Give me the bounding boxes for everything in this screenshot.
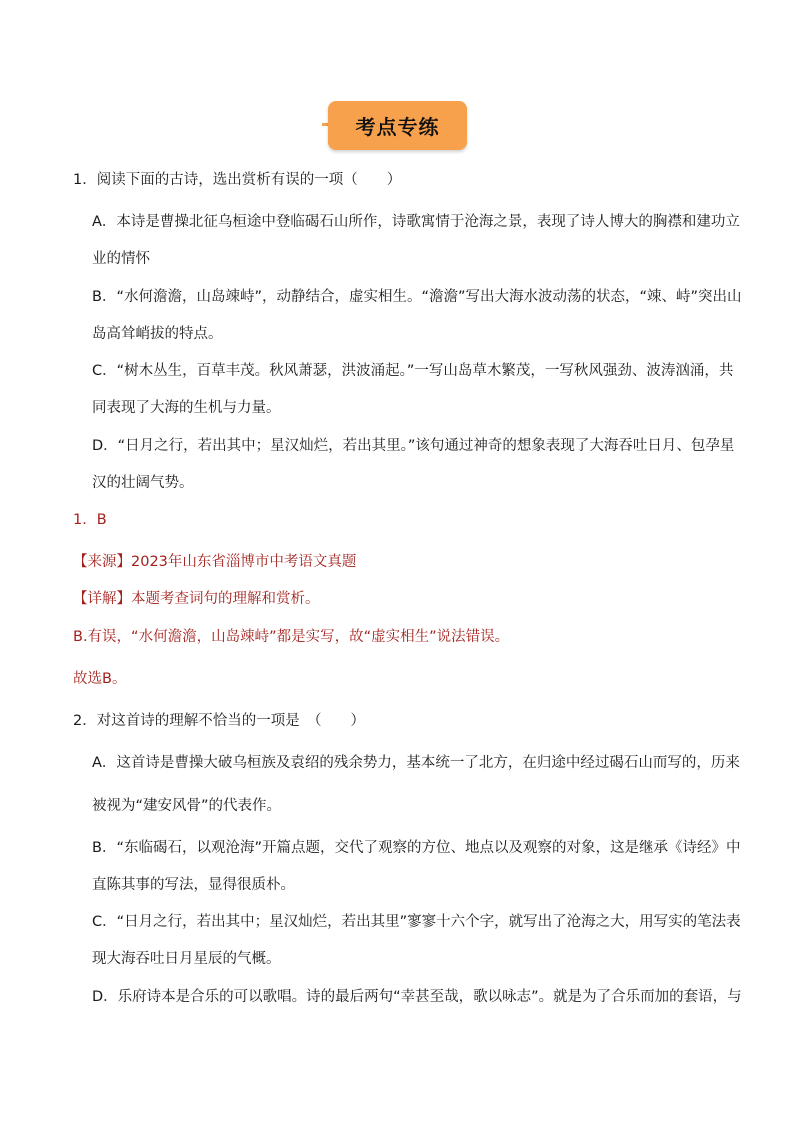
q2-stem: 2．对这首诗的理解不恰当的一项是 （ ） [73,713,365,729]
q2-option-d-line1: D．乐府诗本是合乐的可以歌唱。诗的最后两句“幸甚至哉，歌以咏志”。就是为了合乐而加的套语，与 [92,989,742,1005]
section-title-banner [328,101,467,150]
q1-explanation: B.有误，“水何澹澹，山岛竦峙”都是实写，故“虚实相生”说法错误。 [73,629,510,645]
detail-text: 本题考查词句的理解和赏析。 [131,591,320,607]
q2-option-c-line2: 现大海吞吐日月星辰的气概。 [92,951,281,967]
q2-option-c-line1: C．“日月之行，若出其中；星汉灿烂，若出其里”寥寥十六个字，就写出了沧海之大，用写实的笔法表 [92,914,741,930]
q1-option-c-line1: C．“树木丛生，百草丰茂。秋风萧瑟，洪波涌起。”一写山岛草木繁茂，一写秋风强劲、波涛汹涌，共 [92,363,734,379]
detail-tag: 【详解】 [73,591,131,607]
q2-option-b-line2: 直陈其事的写法，显得很质朴。 [92,877,295,893]
q2-option-a-line1: A．这首诗是曹操大破乌桓族及袁绍的残余势力，基本统一了北方，在归途中经过碣石山而写的，历来 [92,755,740,771]
q1-detail [73,589,320,609]
q2-option-b-line1: B．“东临碣石，以观沧海”开篇点题，交代了观察的方位、地点以及观察的对象，这是继承《诗经》中 [92,840,741,856]
q1-option-a-line1: A．本诗是曹操北征乌桓途中登临碣石山所作，诗歌寓情于沧海之景，表现了诗人博大的胸襟和建功立 [92,214,740,230]
source-text: 2023年山东省淄博市中考语文真题 [131,554,357,570]
q1-source [73,552,356,572]
section-title: 考点专练 [355,115,440,139]
q1-option-c-line2: 同表现了大海的生机与力量。 [92,400,281,416]
q1-answer: 1．B [73,512,107,528]
q1-option-b-line2: 岛高耸峭拔的特点。 [92,326,223,342]
q1-stem: 1．阅读下面的古诗，选出赏析有误的一项（ ） [73,172,402,188]
q1-option-b-line1: B．“水何澹澹，山岛竦峙”，动静结合，虚实相生。“澹澹”写出大海水波动荡的状态，“竦、峙”突出山 [92,289,742,305]
q1-option-d-line1: D．“日月之行，若出其中；星汉灿烂，若出其里。”该句通过神奇的想象表现了大海吞吐日月、包孕星 [92,438,735,454]
q2-option-a-line2: 被视为“建安风骨”的代表作。 [92,798,282,814]
q1-option-d-line2: 汉的壮阔气势。 [92,475,194,491]
q1-conclusion: 故选B。 [73,671,127,687]
source-tag: 【来源】 [73,554,131,570]
q1-option-a-line2: 业的情怀 [92,251,150,267]
